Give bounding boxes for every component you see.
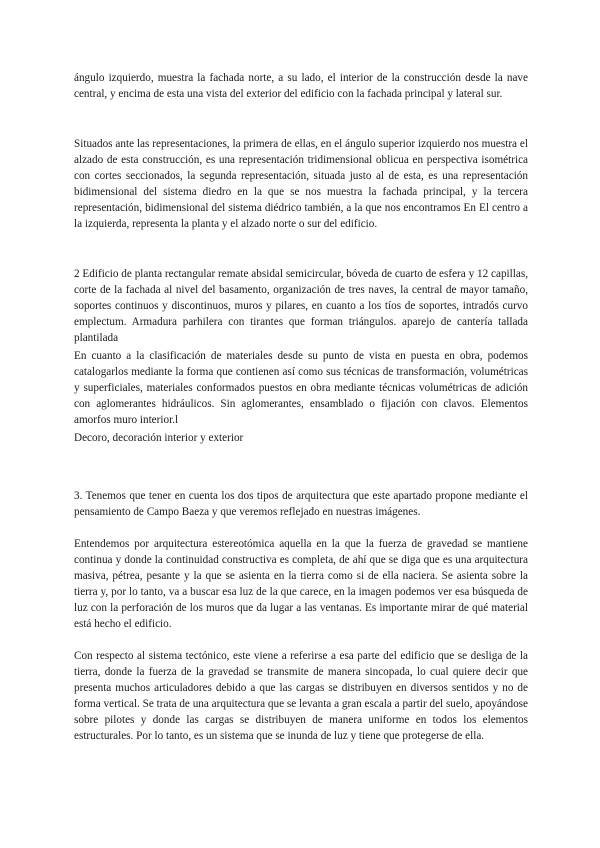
paragraph-architecture-types [74,488,528,520]
paragraph-text: 2 Edificio de planta rectangular remate absidal semicircular, bóveda de cuarto de esfera y 12 capillas, corte de la fachada al nivel del basamento, organización de tres naves, la central de mayor tamaño, soportes continuos y discontinuos, muros y pilares, en cuanto a los tíos de soportes, intradós curvo emplectum. Armadura parhilera con tirantes que forman triángulos. aparejo de cantería tallada plantilada [74,268,528,344]
paragraph-facade-description [74,70,528,102]
paragraph-building-plan [74,266,528,346]
paragraph-text: 3. Tenemos que tener en cuenta los dos tipos de arquitectura que este apartado propone mediante el pensamiento de Campo Baeza y que veremos reflejado en nuestras imágenes. [74,490,528,518]
paragraph-text: ángulo izquierdo, muestra la fachada norte, a su lado, el interior de la construcción desde la nave central, y encima de esta una vista del exterior del edificio con la fachada principal y lateral sur. [74,72,528,100]
paragraph-materials [74,348,528,428]
paragraph-stereotomic [74,536,528,632]
paragraph-text: Con respecto al sistema tectónico, este viene a referirse a esa parte del edificio que se desliga de la tierra, donde la fuerza de la gravedad se transmite de manera sincopada, lo cual quiere decir que presenta muchos articuladores debido a que las cargas se distribuyen en diversos sentidos y no de forma vertical. Se trata de una arquitectura que se levanta a gran escala a partir del suelo, apoyándose sobre pilotes y donde las cargas se distribuyen de manera uniforme en todos los elementos estructurales. Por lo tanto, es un sistema que se inunda de luz y tiene que protegerse de ella. [74,650,528,742]
paragraph-text: Entendemos por arquitectura estereotómica aquella en la que la fuerza de gravedad se mantiene continua y donde la continuidad constructiva es completa, de ahí que se diga que es una arquitectura masiva, pétrea, pesante y la que se asienta en la tierra como si de ella naciera. Se asienta sobre la tierra y, por lo tanto, va a buscar esa luz de la que carece, en la imagen podemos ver esa búsqueda de luz con la perforación de los muros que da lugar a las ventanas. Es importante mirar de qué material está hecho el edificio. [74,538,528,630]
paragraph-text: Situados ante las representaciones, la primera de ellas, en el ángulo superior izquierdo nos muestra el alzado de esta construcción, es una representación tridimensional oblicua en perspectiva isométrica con cortes seccionados, la segunda representación, situada justo al de esta, es una representación bidimensional del sistema diedro en la que se nos muestra la fachada principal, y la tercera representación, bidimensional del sistema diédrico también, a la que nos encontramos En El centro a la izquierda, representa la planta y el alzado norte o sur del edificio. [74,138,528,230]
paragraph-text: Decoro, decoración interior y exterior [74,432,244,444]
paragraph-tectonic [74,648,528,744]
paragraph-decoro [74,430,528,446]
paragraph-representations [74,136,528,232]
paragraph-text: En cuanto a la clasificación de materiales desde su punto de vista en puesta en obra, podemos catalogarlos mediante la forma que contienen así como sus técnicas de transformación, volumétricas y superficiales, materiales conformados puestos en obra mediante técnicas volumétricas de adición con aglomerantes hidráulicos. Sin aglomerantes, ensamblado o fijación con clavos. Elementos amorfos muro interior.l [74,350,528,426]
